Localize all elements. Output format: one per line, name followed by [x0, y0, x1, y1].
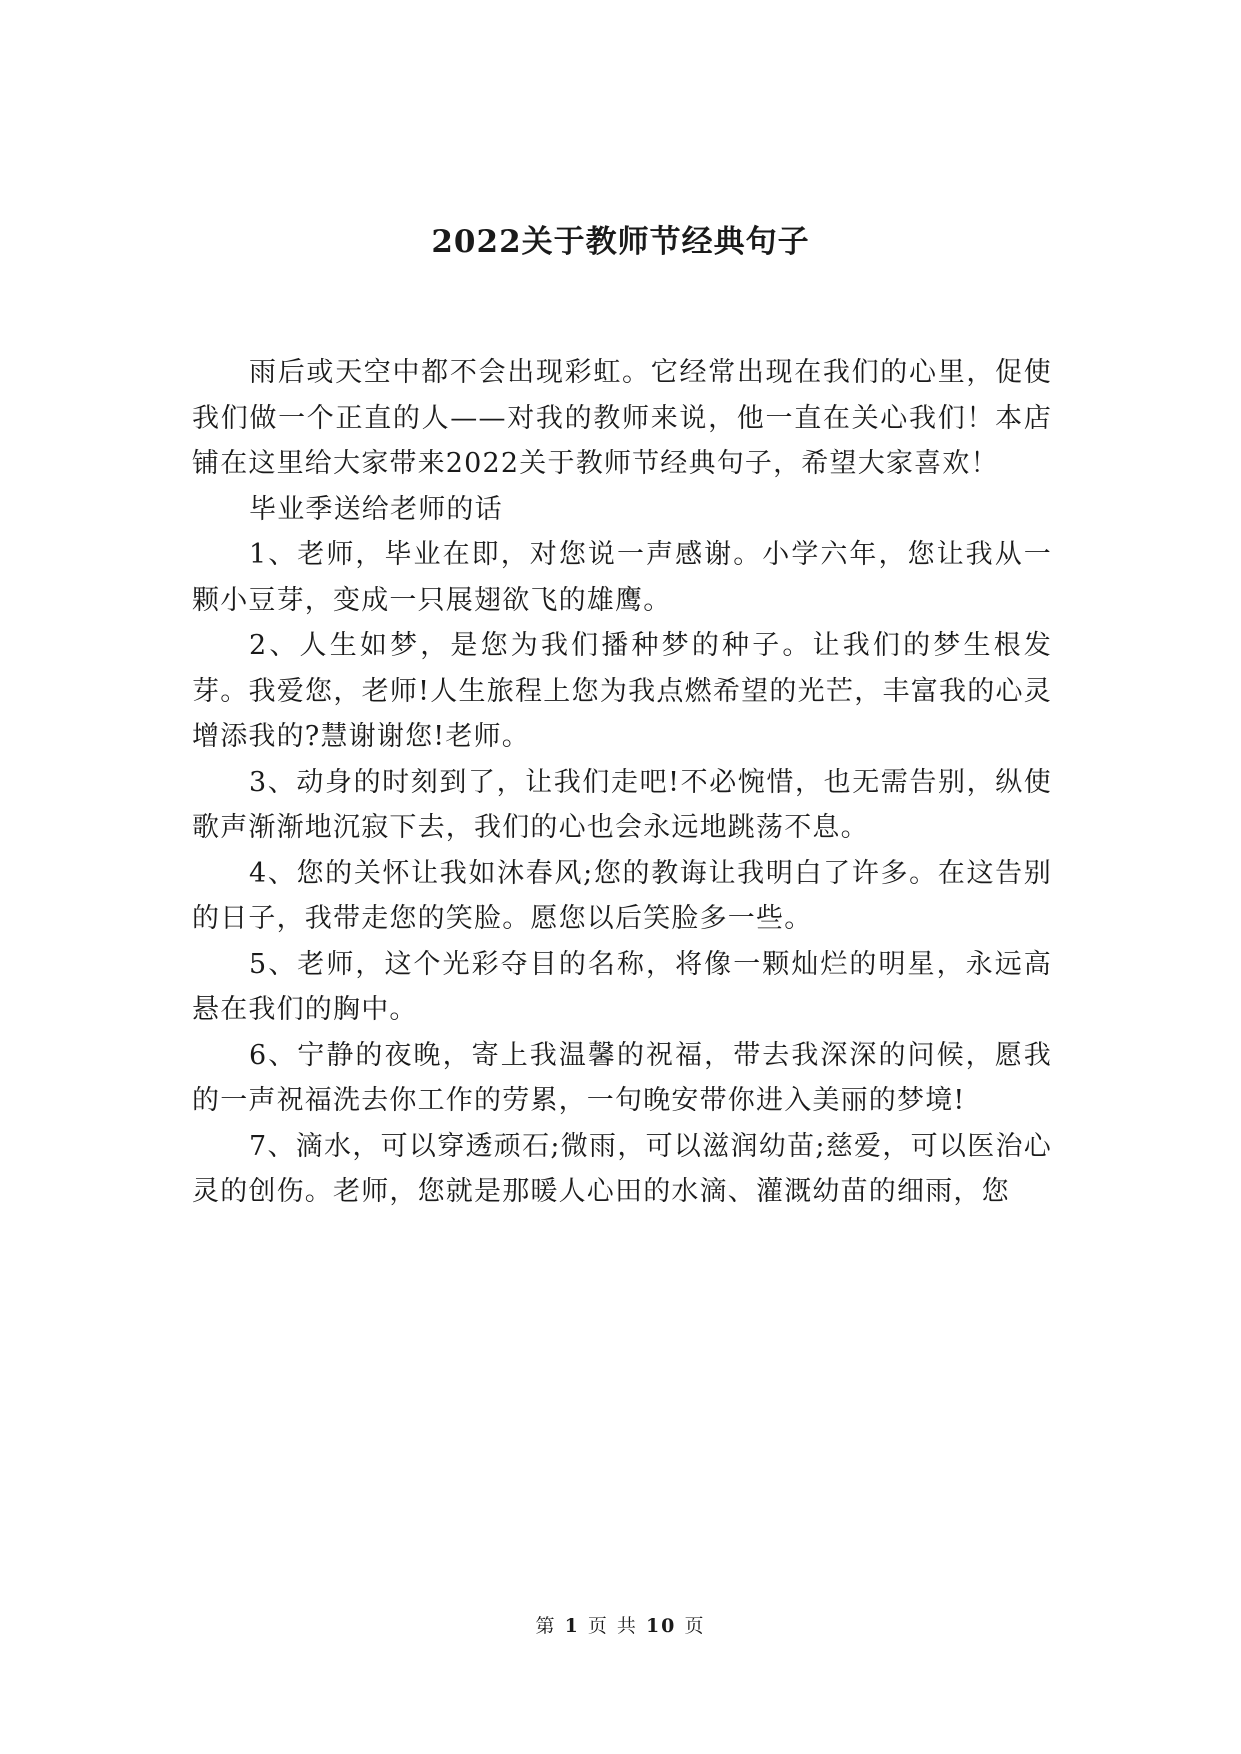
list-item: 2、人生如梦，是您为我们播种梦的种子。让我们的梦生根发芽。我爱您，老师!人生旅程上您为我点燃希望的光芒，丰富我的心灵增添我的?慧谢谢您!老师。	[192, 630, 1052, 752]
page-title: 2022关于教师节经典句子	[431, 224, 810, 260]
footer-prefix: 第	[535, 1615, 557, 1637]
page-footer	[0, 1614, 1241, 1638]
current-page-number: 1	[564, 1615, 580, 1637]
section-heading: 毕业季送给老师的话	[249, 493, 503, 525]
list-item: 5、老师，这个光彩夺目的名称，将像一颗灿烂的明星，永远高悬在我们的胸中。	[192, 948, 1052, 1025]
footer-suffix: 页	[684, 1615, 706, 1637]
list-item: 7、滴水，可以穿透顽石;微雨，可以滋润幼苗;慈爱，可以医治心灵的创伤。老师，您就是那暖人心田的水滴、灌溉幼苗的细雨，您	[192, 1130, 1052, 1207]
list-item: 4、您的关怀让我如沐春风;您的教诲让我明白了许多。在这告别的日子，我带走您的笑脸。愿您以后笑脸多一些。	[192, 857, 1052, 934]
footer-middle: 页 共	[587, 1615, 638, 1637]
document-body	[192, 350, 1052, 1215]
list-item: 6、宁静的夜晚，寄上我温馨的祝福，带去我深深的问候，愿我的一声祝福洗去你工作的劳累，一句晚安带你进入美丽的梦境!	[192, 1039, 1052, 1116]
total-page-count: 10	[645, 1615, 677, 1637]
list-item: 3、动身的时刻到了，让我们走吧!不必惋惜，也无需告别，纵使歌声渐渐地沉寂下去，我们的心也会永远地跳荡不息。	[192, 766, 1052, 843]
intro-paragraph: 雨后或天空中都不会出现彩虹。它经常出现在我们的心里，促使我们做一个正直的人——对我的教师来说，他一直在关心我们！本店铺在这里给大家带来2022关于教师节经典句子，希望大家喜欢！	[192, 357, 1052, 479]
list-item: 1、老师，毕业在即，对您说一声感谢。小学六年，您让我从一颗小豆芽，变成一只展翅欲飞的雄鹰。	[192, 539, 1052, 616]
